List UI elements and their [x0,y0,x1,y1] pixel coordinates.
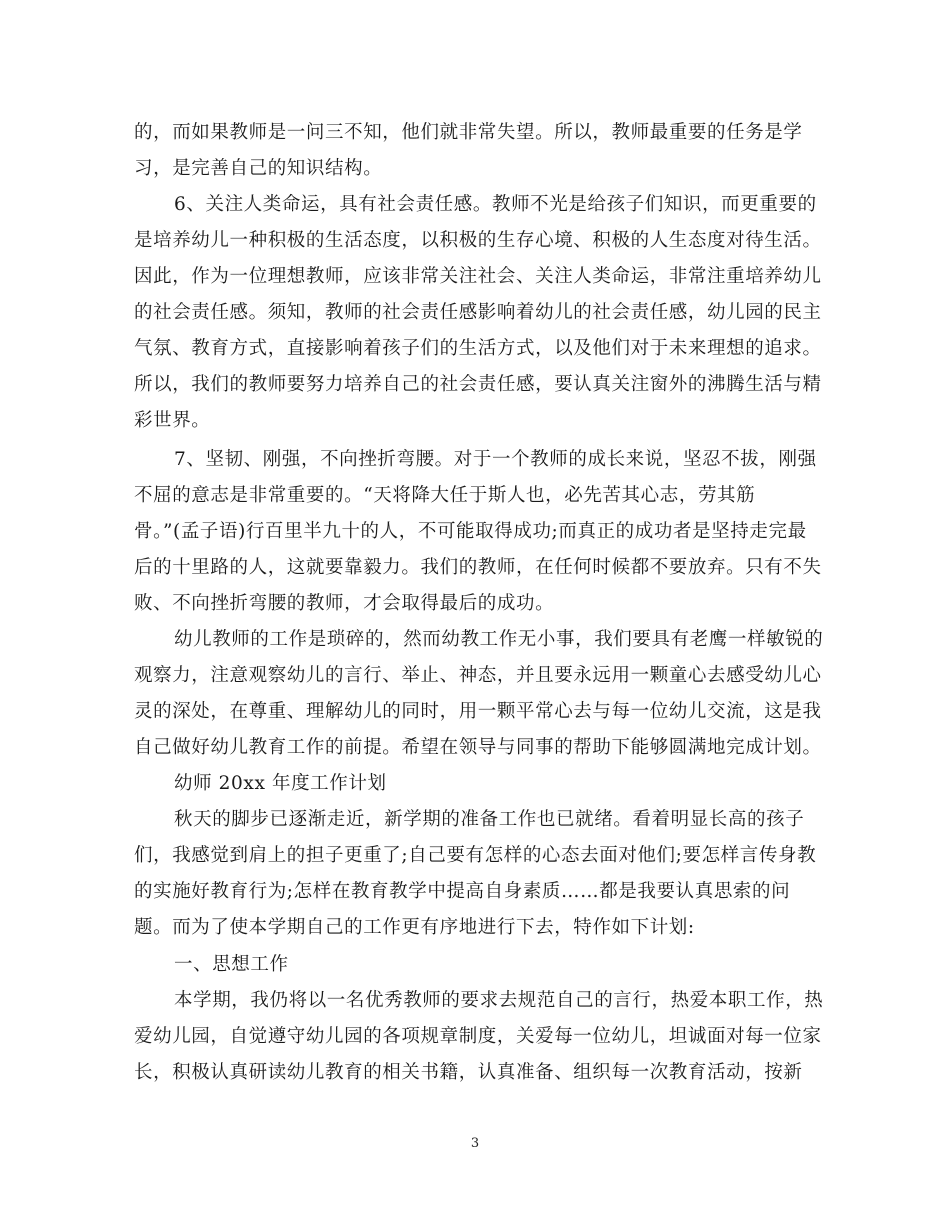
body-text-line: 彩世界。 [134,410,211,431]
body-text-line: 自己做好幼儿教育工作的前提。希望在领导与同事的帮助下能够圆满地完成计划。 [134,737,822,758]
body-text-line: 后的十里路的人，这就要靠毅力。我们的教师，在任何时候都不要放弃。只有不失 [134,557,822,578]
body-text-line: 们，我感觉到肩上的担子更重了;自己要有怎样的心态去面对他们;要怎样言传身教 [134,845,817,866]
body-text-line: 气氛、教育方式，直接影响着孩子们的生活方式，以及他们对于未来理想的追求。 [134,338,822,359]
body-text-line: 爱幼儿园，自觉遵守幼儿园的各项规章制度，关爱每一位幼儿，坦诚面对每一位家 [134,1026,822,1047]
body-text-line: 的社会责任感。须知，教师的社会责任感影响着幼儿的社会责任感，幼儿园的民主 [134,302,822,323]
paragraph-first-line: 本学期，我仍将以一名优秀教师的要求去规范自己的言行，热爱本职工作，热 [174,990,824,1011]
body-text-line: 不屈的意志是非常重要的。“天将降大任于斯人也，必先苦其心志，劳其筋 [134,485,756,506]
body-text-line: 长，积极认真研读幼儿教育的相关书籍，认真准备、组织每一次教育活动，按新 [134,1062,803,1083]
section-heading: 一、思想工作 [174,954,289,975]
body-text-line: 灵的深处，在尊重、理解幼儿的同时，用一颗平常心去与每一位幼儿交流，这是我 [134,701,822,722]
page-number: 3 [470,1136,480,1151]
paragraph-first-line: 秋天的脚步已逐渐走近，新学期的准备工作也已就绪。看着明显长高的孩子 [174,809,805,830]
body-text-line: 题。而为了使本学期自己的工作更有序地进行下去，特作如下计划: [134,917,695,938]
body-text-line: 观察力，注意观察幼儿的言行、举止、神态，并且要永远用一颗童心去感受幼儿心 [134,665,822,686]
body-text-line: 所以，我们的教师要努力培养自己的社会责任感，要认真关注窗外的沸腾生活与精 [134,374,822,395]
paragraph-first-line: 7、坚韧、刚强，不向挫折弯腰。对于一个教师的成长来说，坚忍不拔，刚强 [174,449,817,470]
paragraph-first-line: 幼儿教师的工作是琐碎的，然而幼教工作无小事，我们要具有老鹰一样敏锐的 [174,629,824,650]
body-text-line: 的，而如果教师是一问三不知，他们就非常失望。所以，教师最重要的任务是学 [134,122,803,143]
body-text-line: 因此，作为一位理想教师，应该非常关注社会、关注人类命运，非常注重培养幼儿 [134,266,822,287]
body-text-line: 败、不向挫折弯腰的教师，才会取得最后的成功。 [134,593,555,614]
paragraph-first-line: 6、关注人类命运，具有社会责任感。教师不光是给孩子们知识，而更重要的 [174,194,817,215]
body-text-line: 骨。”(孟子语)行百里半九十的人，不可能取得成功;而真正的成功者是坚持走完最 [134,521,807,542]
body-text-line: 习，是完善自己的知识结构。 [134,158,383,179]
body-text-line: 的实施好教育行为;怎样在教育教学中提高自身素质……都是我要认真思索的问 [134,881,791,902]
section-heading: 幼师 20xx 年度工作计划 [174,773,387,794]
body-text-line: 是培养幼儿一种积极的生活态度，以积极的生存心境、积极的人生态度对待生活。 [134,230,822,251]
